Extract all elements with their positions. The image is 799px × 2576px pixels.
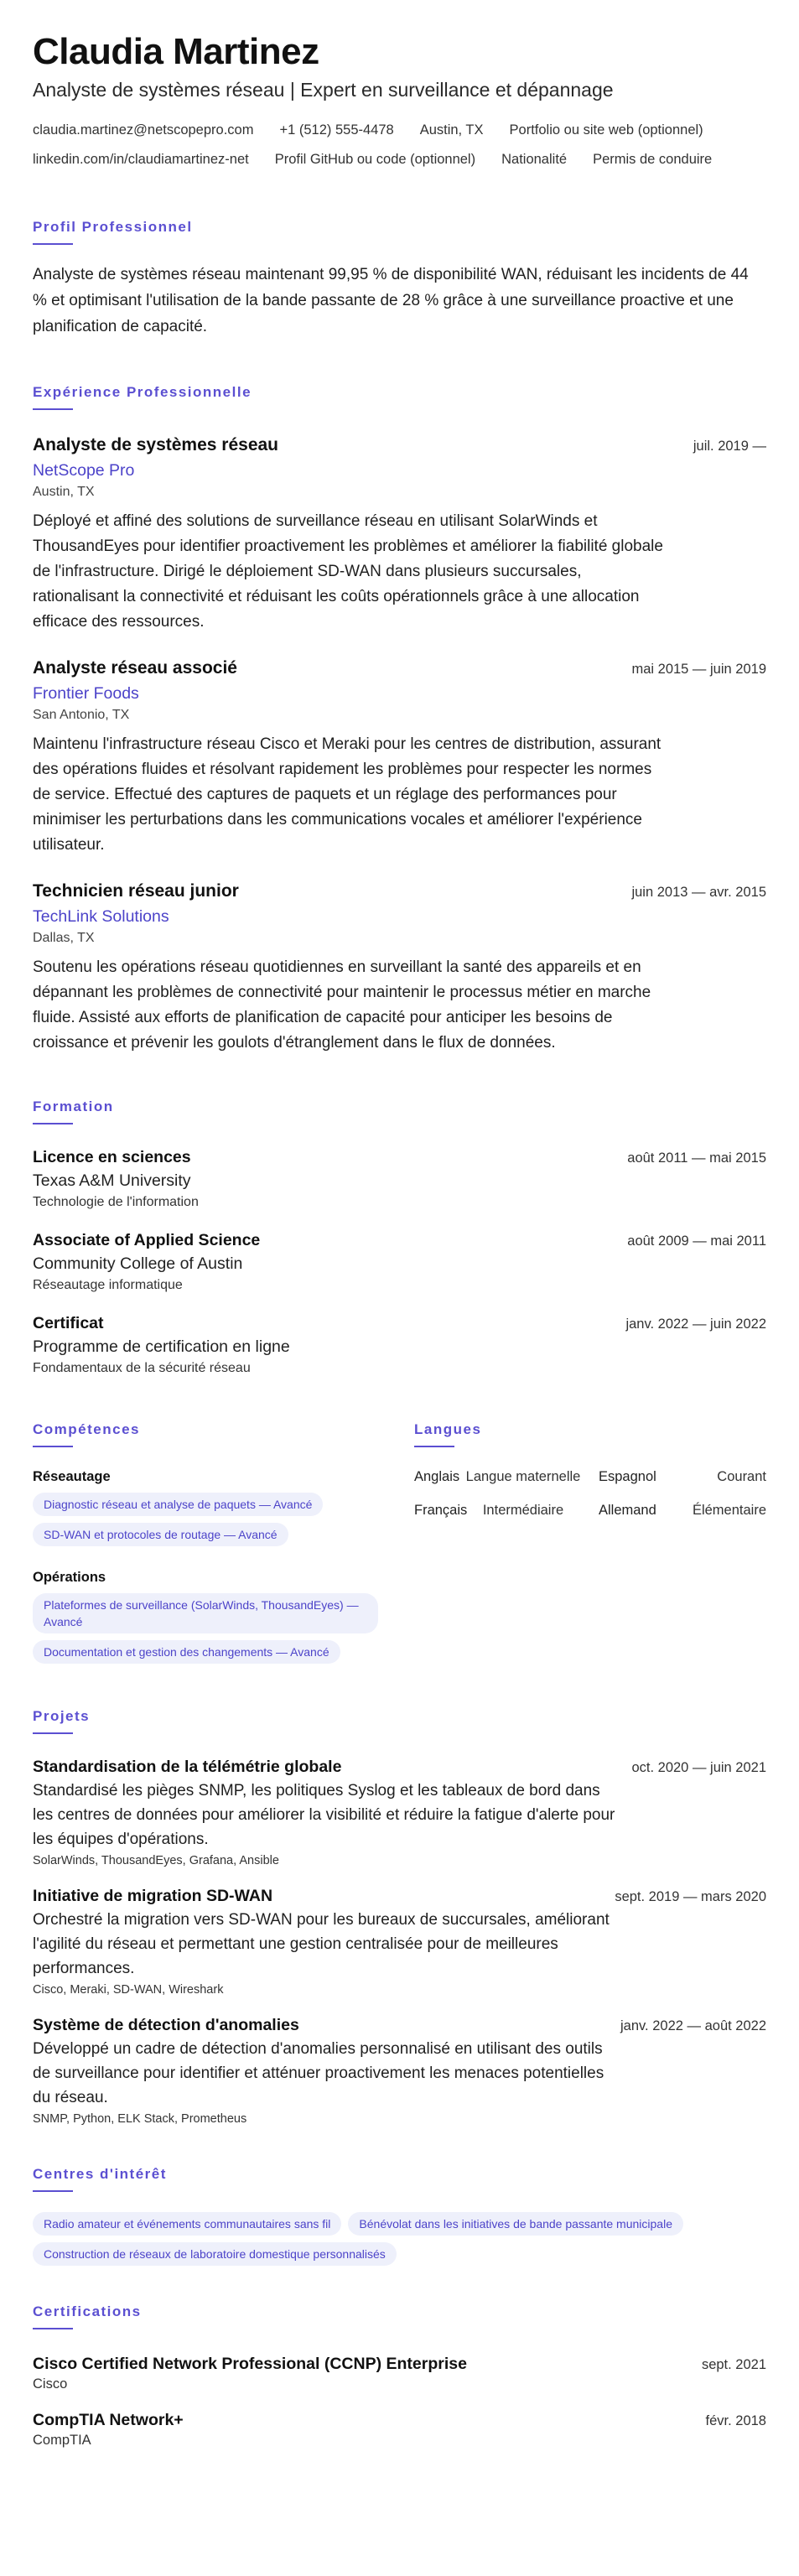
company-name: Frontier Foods: [33, 684, 139, 703]
certifications-section-title: Certifications: [33, 2303, 142, 2319]
interest-chip: Construction de réseaux de laboratoire domestique personnalisés: [33, 2242, 397, 2266]
profile-section-title: Profil Professionnel: [33, 219, 193, 235]
language-name: Anglais: [414, 1469, 460, 1484]
language-level: Courant: [717, 1469, 766, 1484]
job-date: juin 2013 — avr. 2015: [631, 885, 766, 900]
interest-chip: Bénévolat dans les initiatives de bande passante municipale: [348, 2212, 683, 2236]
section-divider: [33, 1123, 73, 1124]
field-of-study: Technologie de l'information: [33, 1195, 199, 1209]
contact-row-1: [33, 116, 766, 145]
skill-chip: SD-WAN et protocoles de routage — Avancé: [33, 1523, 288, 1546]
company-name: NetScope Pro: [33, 461, 135, 480]
languages-column: [414, 1420, 766, 1664]
project-entry: [33, 1758, 766, 1870]
project-title: Système de détection d'anomalies: [33, 2016, 299, 2034]
project-date: janv. 2022 — août 2022: [620, 2018, 766, 2033]
email-link[interactable]: claudia.martinez@netscopepro.com: [33, 122, 254, 138]
nationality-text: Nationalité: [501, 152, 568, 167]
degree-title: Licence en sciences: [33, 1148, 191, 1166]
candidate-name: Claudia Martinez: [33, 31, 319, 72]
skill-group-label: Réseautage: [33, 1469, 111, 1484]
section-divider: [414, 1446, 454, 1447]
job-date: juil. 2019 —: [693, 439, 766, 454]
certification-issuer: Cisco: [33, 2376, 68, 2392]
section-divider: [33, 2328, 73, 2329]
skills-languages-section: [33, 1420, 766, 1664]
field-of-study: Réseautage informatique: [33, 1278, 183, 1292]
project-tech-stack: SNMP, Python, ELK Stack, Prometheus: [33, 2112, 247, 2126]
contact-info: [33, 116, 766, 174]
skills-section-title: Compétences: [33, 1421, 140, 1437]
experience-section: [33, 383, 766, 1056]
job-location: Austin, TX: [33, 485, 95, 499]
contact-row-2: [33, 145, 766, 174]
phone-number: +1 (512) 555-4478: [279, 122, 394, 138]
job-title: Analyste de systèmes réseau: [33, 435, 279, 454]
project-entry: [33, 2016, 766, 2128]
degree-title: Associate of Applied Science: [33, 1231, 261, 1249]
project-title: Standardisation de la télémétrie globale: [33, 1758, 342, 1776]
skills-column: [33, 1420, 414, 1664]
project-tech-stack: Cisco, Meraki, SD-WAN, Wireshark: [33, 1983, 224, 1997]
certification-issuer: CompTIA: [33, 2433, 91, 2448]
interest-chip-list: [33, 2205, 766, 2266]
education-date: août 2011 — mai 2015: [627, 1150, 766, 1166]
interests-section-title: Centres d'intérêt: [33, 2166, 167, 2182]
job-title: Technicien réseau junior: [33, 881, 239, 901]
certification-date: sept. 2021: [701, 2357, 766, 2372]
section-divider: [33, 243, 73, 245]
education-date: janv. 2022 — juin 2022: [625, 1317, 766, 1332]
school-name: Community College of Austin: [33, 1254, 243, 1273]
field-of-study: Fondamentaux de la sécurité réseau: [33, 1361, 251, 1375]
job-date: mai 2015 — juin 2019: [631, 662, 766, 677]
school-name: Texas A&M University: [33, 1171, 191, 1190]
experience-entry: [33, 435, 766, 635]
section-divider: [33, 2190, 73, 2192]
certification-entry: [33, 2411, 766, 2450]
projects-section: [33, 1707, 766, 2128]
certification-name: CompTIA Network+: [33, 2411, 184, 2429]
section-divider: [33, 1446, 73, 1447]
education-section-title: Formation: [33, 1098, 114, 1114]
section-divider: [33, 408, 73, 410]
language-level: Élémentaire: [692, 1503, 766, 1518]
job-description: Déployé et affiné des solutions de surveillance réseau en utilisant SolarWinds et ThousandEyes pour identifier proactivement les problèmes et améliorer la fiabilité globale de l'infrastructure. Dirigé le déploiement SD-WAN dans plusieurs succursales, rationalisant la connectivité et réduisant les coûts opérationnels grâce à une allocation efficace des ressources.: [33, 512, 663, 631]
job-description: Maintenu l'infrastructure réseau Cisco et Meraki pour les centres de distribution, assurant des opérations fluides et résolvant rapidement les problèmes pour respecter les normes de service. Effectué des captures de paquets et un réglage des performances pour minimiser les perturbations dans les communications vocales et améliorer l'expérience utilisateur.: [33, 735, 662, 854]
languages-section-title: Langues: [414, 1421, 482, 1437]
candidate-headline: Analyste de systèmes réseau | Expert en surveillance et dépannage: [33, 79, 614, 101]
education-date: août 2009 — mai 2011: [627, 1233, 766, 1249]
education-entry: [33, 1231, 766, 1296]
language-name: Espagnol: [599, 1469, 656, 1484]
project-description: Développé un cadre de détection d'anomalies personnalisé en utilisant des outils de surveillance pour identifier et atténuer proactivement les menaces potentielles du réseau.: [33, 2040, 604, 2106]
portfolio-link[interactable]: Portfolio ou site web (optionnel): [509, 122, 703, 138]
project-description: Orchestré la migration vers SD-WAN pour les bureaux de succursales, améliorant l'agilité du réseau et permettant une gestion centralisée pour de meilleures performances.: [33, 1911, 610, 1977]
profile-summary: Analyste de systèmes réseau maintenant 99,95 % de disponibilité WAN, réduisant les incidents de 44 % et optimisant l'utilisation de la bande passante de 28 % grâce à une surveillance proactive et une planification de capacité.: [33, 266, 749, 335]
driving-license-text: Permis de conduire: [593, 152, 713, 167]
company-name: TechLink Solutions: [33, 907, 169, 926]
skill-group-label: Opérations: [33, 1570, 106, 1585]
certification-date: févr. 2018: [705, 2413, 766, 2428]
certifications-section: [33, 2303, 766, 2450]
project-title: Initiative de migration SD-WAN: [33, 1887, 273, 1905]
job-location: San Antonio, TX: [33, 708, 130, 722]
skill-chip: Plateformes de surveillance (SolarWinds, ThousandEyes) — Avancé: [33, 1593, 378, 1633]
project-description: Standardisé les pièges SNMP, les politiques Syslog et les tableaux de bord dans les centres de données pour améliorer la visibilité et réduire la fatigue d'alerte pour les équipes d'opérations.: [33, 1782, 615, 1848]
project-date: sept. 2019 — mars 2020: [615, 1889, 766, 1904]
section-divider: [33, 1732, 73, 1734]
language-name: Français: [414, 1503, 468, 1518]
degree-title: Certificat: [33, 1314, 104, 1332]
languages-list: [414, 1467, 766, 1519]
resume-header: [33, 30, 766, 174]
language-level: Intermédiaire: [482, 1503, 564, 1518]
project-tech-stack: SolarWinds, ThousandEyes, Grafana, Ansible: [33, 1854, 279, 1867]
skill-chip-list: [33, 1486, 414, 1546]
interests-section: [33, 2165, 766, 2266]
project-entry: [33, 1887, 766, 1999]
certification-name: Cisco Certified Network Professional (CCNP) Enterprise: [33, 2355, 467, 2373]
profile-section: [33, 218, 766, 340]
job-description: Soutenu les opérations réseau quotidiennes en surveillant la santé des appareils et en dépannant les problèmes de connectivité pour maintenir le processus métier en marche fluide. Assisté aux efforts de planification de capacité pour anticiper les besoins de croissance et prévenir les goulots d'étranglement dans le flux de données.: [33, 958, 651, 1052]
interest-chip: Radio amateur et événements communautaires sans fil: [33, 2212, 341, 2236]
language-name: Allemand: [599, 1503, 656, 1518]
certification-entry: [33, 2355, 766, 2394]
language-level: Langue maternelle: [465, 1469, 581, 1484]
education-entry: [33, 1314, 766, 1379]
linkedin-link[interactable]: linkedin.com/in/claudiamartinez-net: [33, 152, 249, 167]
job-location: Dallas, TX: [33, 931, 95, 945]
skill-chip: Diagnostic réseau et analyse de paquets — Avancé: [33, 1493, 323, 1516]
skill-chip: Documentation et gestion des changements — Avancé: [33, 1640, 340, 1664]
project-date: oct. 2020 — juin 2021: [631, 1760, 766, 1775]
experience-entry: [33, 658, 766, 858]
github-link[interactable]: Profil GitHub ou code (optionnel): [274, 152, 476, 167]
education-section: [33, 1098, 766, 1379]
projects-section-title: Projets: [33, 1708, 91, 1724]
job-title: Analyste réseau associé: [33, 658, 237, 678]
skill-chip-list: [33, 1587, 414, 1664]
location-text: Austin, TX: [419, 122, 484, 138]
school-name: Programme de certification en ligne: [33, 1337, 290, 1356]
experience-section-title: Expérience Professionnelle: [33, 384, 252, 400]
education-entry: [33, 1148, 766, 1213]
experience-entry: [33, 881, 766, 1056]
